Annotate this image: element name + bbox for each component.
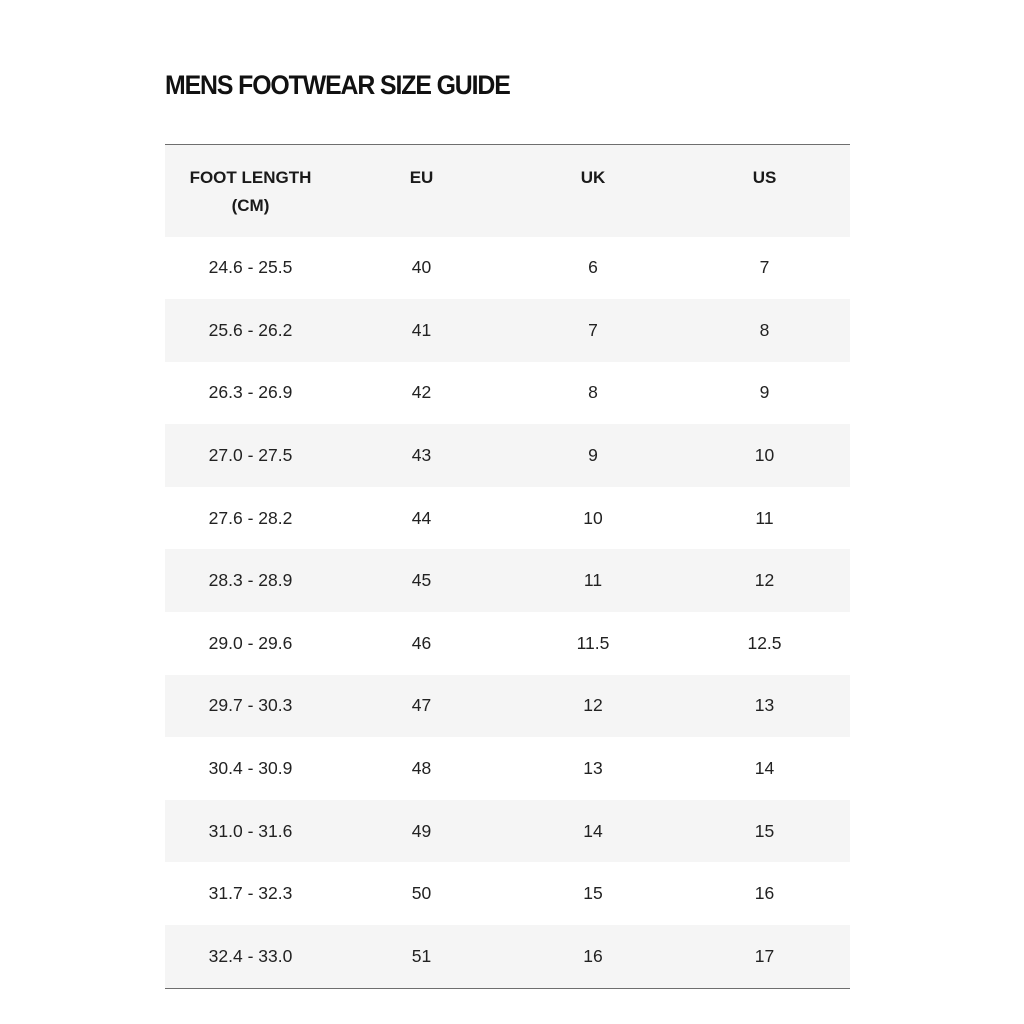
table-row [165, 925, 850, 988]
uk-cell: 15 [507, 862, 679, 925]
eu-cell: 48 [336, 737, 507, 800]
eu-cell: 41 [336, 299, 507, 362]
us-cell: 14 [679, 737, 850, 800]
eu-cell: 50 [336, 862, 507, 925]
us-cell: 12 [679, 549, 850, 612]
foot-length-cell: 24.6 - 25.5 [165, 237, 336, 300]
eu-cell: 44 [336, 487, 507, 550]
table-row [165, 299, 850, 362]
foot-length-cell: 28.3 - 28.9 [165, 549, 336, 612]
uk-cell: 11 [507, 549, 679, 612]
table-body [165, 237, 850, 989]
table-row [165, 549, 850, 612]
foot-length-cell: 26.3 - 26.9 [165, 362, 336, 425]
us-cell: 9 [679, 362, 850, 425]
uk-cell: 8 [507, 362, 679, 425]
us-cell: 8 [679, 299, 850, 362]
uk-cell: 11.5 [507, 612, 679, 675]
foot-length-cell: 25.6 - 26.2 [165, 299, 336, 362]
uk-cell: 14 [507, 800, 679, 863]
eu-cell: 40 [336, 237, 507, 300]
uk-cell: 7 [507, 299, 679, 362]
us-cell: 7 [679, 237, 850, 300]
header-foot-length: FOOT LENGTH (CM) [165, 145, 336, 237]
uk-cell: 16 [507, 925, 679, 988]
table-row [165, 237, 850, 300]
uk-cell: 6 [507, 237, 679, 300]
uk-cell: 13 [507, 737, 679, 800]
header-row [165, 145, 850, 237]
us-cell: 10 [679, 424, 850, 487]
us-cell: 13 [679, 675, 850, 738]
page-title: MENS FOOTWEAR SIZE GUIDE [165, 70, 510, 100]
table-row [165, 800, 850, 863]
eu-cell: 51 [336, 925, 507, 988]
eu-cell: 45 [336, 549, 507, 612]
uk-cell: 9 [507, 424, 679, 487]
table-row [165, 737, 850, 800]
eu-cell: 47 [336, 675, 507, 738]
size-guide-table [165, 144, 850, 989]
foot-length-cell: 27.6 - 28.2 [165, 487, 336, 550]
foot-length-cell: 29.0 - 29.6 [165, 612, 336, 675]
header-uk: UK [507, 145, 679, 237]
header-eu: EU [336, 145, 507, 237]
table-row [165, 424, 850, 487]
eu-cell: 43 [336, 424, 507, 487]
foot-length-cell: 29.7 - 30.3 [165, 675, 336, 738]
us-cell: 15 [679, 800, 850, 863]
header-us: US [679, 145, 850, 237]
table-row [165, 675, 850, 738]
foot-length-cell: 32.4 - 33.0 [165, 925, 336, 988]
uk-cell: 12 [507, 675, 679, 738]
table-row [165, 362, 850, 425]
foot-length-cell: 31.7 - 32.3 [165, 862, 336, 925]
foot-length-cell: 31.0 - 31.6 [165, 800, 336, 863]
us-cell: 11 [679, 487, 850, 550]
eu-cell: 42 [336, 362, 507, 425]
us-cell: 17 [679, 925, 850, 988]
us-cell: 12.5 [679, 612, 850, 675]
table-header [165, 145, 850, 237]
us-cell: 16 [679, 862, 850, 925]
foot-length-cell: 27.0 - 27.5 [165, 424, 336, 487]
uk-cell: 10 [507, 487, 679, 550]
table-row [165, 487, 850, 550]
eu-cell: 49 [336, 800, 507, 863]
eu-cell: 46 [336, 612, 507, 675]
table-row [165, 862, 850, 925]
foot-length-cell: 30.4 - 30.9 [165, 737, 336, 800]
table-row [165, 612, 850, 675]
